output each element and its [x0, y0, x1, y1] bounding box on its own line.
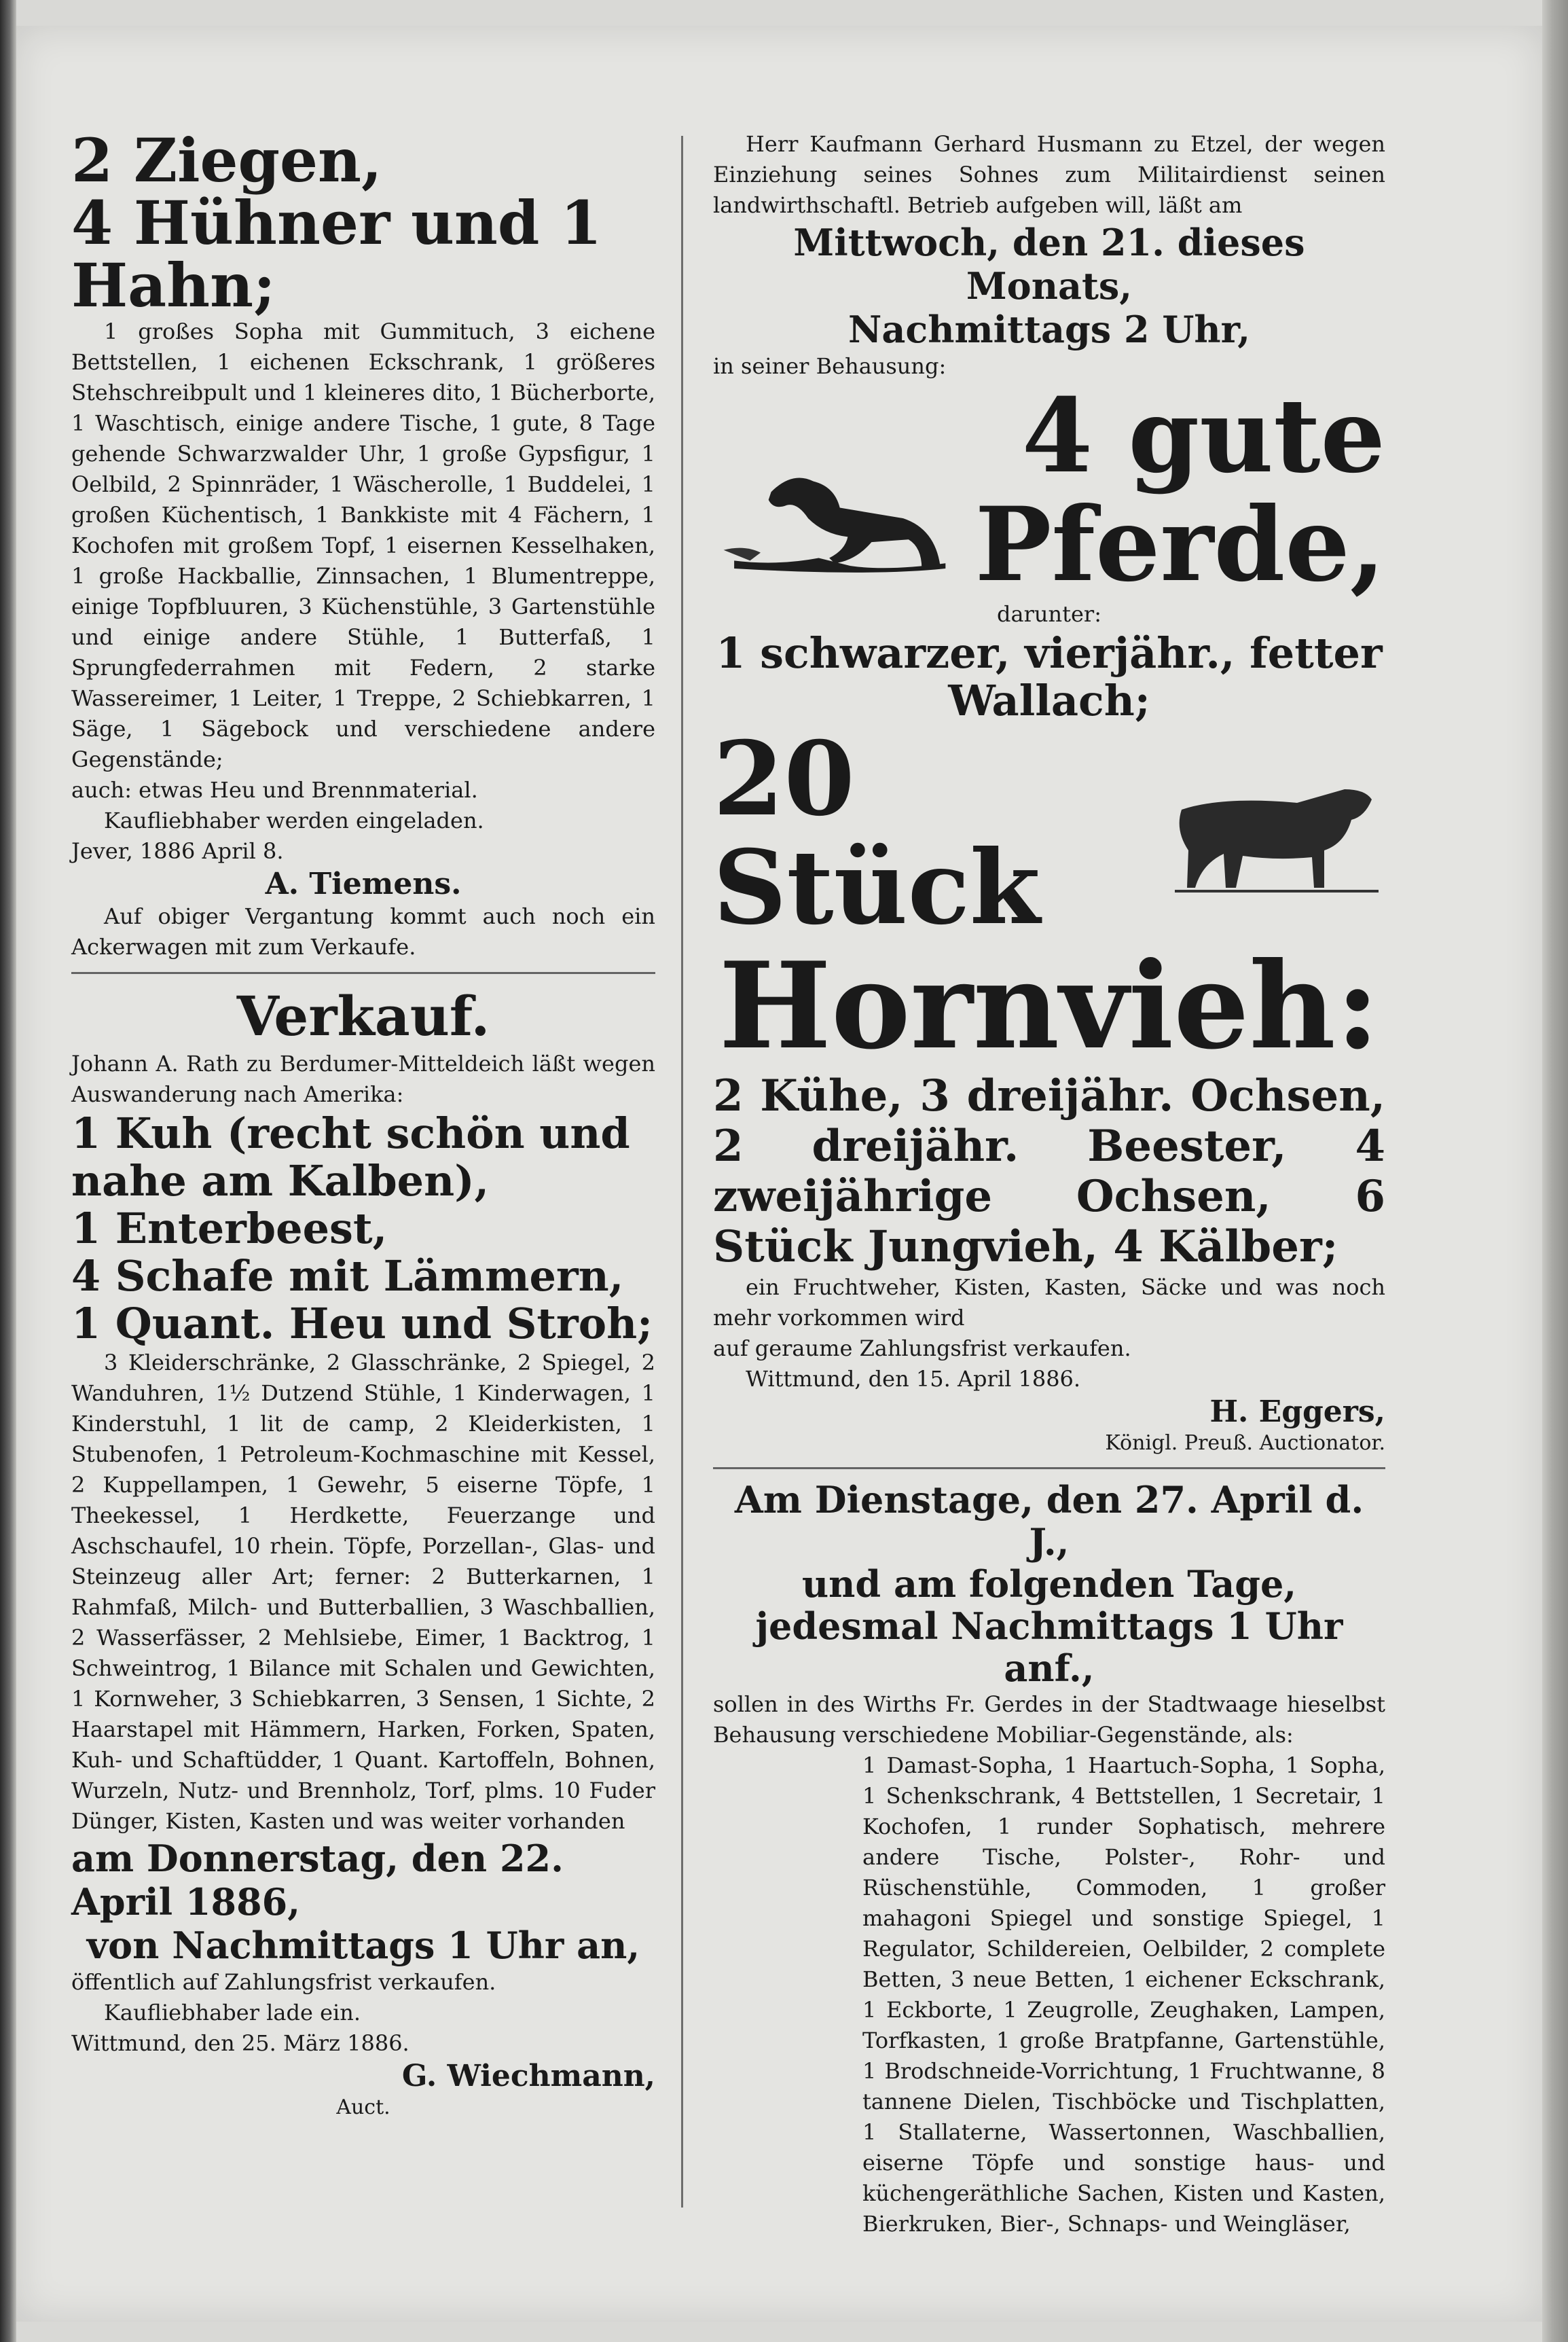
ad-body: 1 großes Sopha mit Gummituch, 3 eichene Bettstellen, 1 eichenen Eckschrank, 1 größeres Stehschreibpult und 1 kleineres dito, 1 Bücherborte, 1 Waschtisch, einige andere Tische, 1 gute, 8 Tage gehende Schwarzwalder Uhr, 1 große Gypsfigur, 1 Oelbild, 2 Spinnräder, 1 Wäscherolle, 1 Buddelei, 1 großen Küchentisch, 1 Bankkiste mit 4 Fächern, 1 Kochofen mit großem Topf, 1 eisernen Kesselhaken, 1 große Hackballie, Zinnsachen, 1 Blumentreppe, einige Topfbluuren, 3 Küchenstühle, 3 Gartenstühle und einige andere Stühle, 1 Butterfaß, 1 Sprungfederrahmen mit Federn, 2 starke Wassereimer, 1 Leiter, 1 Treppe, 2 Schiebkarren, 1 Säge, 1 Sägebock und verschiedene andere Gegenstände; [71, 319, 655, 772]
ad-intro: Johann A. Rath zu Berdumer-Mitteldeich läßt wegen Auswanderung nach Amerika: [71, 1051, 655, 1107]
ad-signature: H. Eggers, [1209, 1394, 1385, 1429]
horses-count: 4 gute [1021, 376, 1385, 496]
ad-item-cow: 1 Kuh (recht schön und nahe am Kalben), [71, 1109, 630, 1206]
ad-invite: Kaufliebhaber lade ein. [104, 2000, 361, 2025]
ad-public: öffentlich auf Zahlungsfrist verkaufen. [71, 1969, 496, 1995]
ad-headline-goats: 2 Ziegen, [71, 125, 382, 196]
ad-headline: und am folgenden Tage, [801, 1562, 1297, 1606]
ad-signature: A. Tiemens. [265, 867, 462, 901]
right-column [713, 129, 1385, 2239]
ad-body: 1 Damast-Sopha, 1 Haartuch-Sopha, 1 Sopha, 1 Schenkschrank, 4 Bettstellen, 1 Secretair, 1 Kochofen, 1 runder Sophatisch, mehrere andere Tische, Polster-, Rohr- und Rüschenstühle, Commoden, 1 großer mahagoni Spiegel und sonstige Spiegel, 1 Regulator, Schildereien, Oelbilder, 2 complete Betten, 3 neue Betten, 1 eichener Eckschrank, 1 Eckborte, 1 Zeugrolle, Zeughaken, Lampen, Torfkasten, 1 große Bratpfanne, Gartenstühle, 1 Brodschneide-Vorrichtung, 1 Fruchtwanne, 8 tannene Dielen, Tischböcke und Tischplatten, 1 Stallaterne, Wassertonnen, Waschballien, eiserne Töpfe und sonstige haus- und küchengeräthliche Sachen, Kisten und Kasten, Bierkruken, Bier-, Schnaps- und Weingläser, [862, 1752, 1385, 2237]
cattle-detail: 2 Kühe, 3 dreijähr. Ochsen, 2 dreijähr. Beester, 4 zweijährige Ochsen, 6 Stück Jungvieh, 4 Kälber; [713, 1070, 1385, 1272]
ad-body: 3 Kleiderschränke, 2 Glasschränke, 2 Spiegel, 2 Wanduhren, 1½ Dutzend Stühle, 1 Kinderwagen, 1 Kinderstuhl, 1 lit de camp, 2 Kleiderkisten, 1 Stubenofen, 1 Petroleum-Kochmaschine mit Kessel, 2 Kuppellampen, 1 Gewehr, 5 eiserne Töpfe, 1 Theekessel, 1 Herdkette, Feuerzange und Aschschaufel, 10 rhein. Töpfe, Porzellan-, Glas- und Steinzeug aller Art; ferner: 2 Butterkarnen, 1 Rahmfaß, Milch- und Butterballien, 3 Waschballien, 2 Wasserfässer, 2 Mehlsiebe, Eimer, 1 Backtrog, 1 Schweintrog, 1 Bilance mit Schalen und Gewichten, 1 Kornweher, 3 Schiebkarren, 3 Sensen, 1 Sichte, 2 Haarstapel mit Hämmern, Harken, Forken, Spaten, Kuh- und Schaftüdder, 1 Quant. Kartoffeln, Bohnen, Wurzeln, Nutz- und Brennholz, Torf, plms. 10 Fuder Dünger, Kisten, Kasten und was weiter vorhanden [71, 1350, 655, 1834]
horses-row [713, 376, 1385, 605]
ad-headline: Am Dienstage, den 27. April d. J., [734, 1478, 1364, 1564]
ad-place-date: Wittmund, den 15. April 1886. [746, 1366, 1081, 1392]
ad-divider [713, 1467, 1385, 1469]
ad-furniture [713, 1479, 1385, 2239]
ad-time: von Nachmittags 1 Uhr an, [86, 1924, 640, 1967]
cattle-count: 20 Stück [713, 719, 1040, 948]
ad-item-duck: 1 Enterbeest, [71, 1204, 388, 1253]
ad-time: Nachmittags 2 Uhr, [847, 308, 1251, 351]
ad-headline: jedesmal Nachmittags 1 Uhr anf., [755, 1604, 1343, 1690]
column-divider [681, 136, 683, 2208]
ad-sale [71, 984, 655, 2122]
book-binding [0, 0, 16, 2342]
ad-place-date: Jever, 1886 April 8. [71, 838, 284, 864]
ad-item-sheep: 4 Schafe mit Lämmern, [71, 1251, 624, 1301]
ad-item-hay: 1 Quant. Heu und Stroh; [71, 1299, 653, 1348]
ad-role: Königl. Preuß. Auctionator. [1105, 1431, 1385, 1455]
page-edge [1542, 0, 1568, 2342]
ad-note: Auf obiger Vergantung kommt auch noch ein Ackerwagen mit zum Verkaufe. [71, 903, 655, 960]
ad-role: Auct. [336, 2095, 390, 2119]
ad-house: in seiner Behausung: [713, 353, 947, 379]
ad-place-date: Wittmund, den 25. März 1886. [71, 2030, 409, 2056]
left-column [71, 125, 655, 2122]
ad-horses [713, 129, 1385, 1458]
ad-headline-chickens: 4 Hühner und 1 Hahn; [71, 187, 602, 321]
cattle-label: Hornvieh: [718, 937, 1380, 1076]
horse-icon [713, 443, 962, 599]
ad-title: Verkauf. [236, 984, 490, 1048]
ad-intro: sollen in des Wirths Fr. Gerdes in der Stadtwaage hieselbst Behausung verschiedene Mobiliar-Gegenstände, als: [713, 1691, 1385, 1748]
ad-invite: Kaufliebhaber werden eingeladen. [104, 808, 484, 833]
ad-intro: Herr Kaufmann Gerhard Husmann zu Etzel, der wegen Einziehung seines Sohnes zum Militairdienst seinen landwirthschaftl. Betrieb aufgeben will, läßt am [713, 131, 1385, 218]
ad-date: am Donnerstag, den 22. April 1886, [71, 1837, 564, 1924]
ad-signature: G. Wiechmann, [401, 2059, 655, 2093]
cattle-row [713, 719, 1385, 948]
ad-terms: auf geraume Zahlungsfrist verkaufen. [713, 1335, 1131, 1361]
ad-other: ein Fruchtweher, Kisten, Kasten, Säcke und was noch mehr vorkommen wird [713, 1274, 1385, 1331]
cow-icon [1161, 769, 1385, 898]
ad-among: darunter: [997, 601, 1101, 627]
ad-gelding: 1 schwarzer, vierjähr., fetter [716, 628, 1383, 678]
ad-goats [71, 125, 655, 962]
ad-date: Mittwoch, den 21. dieses Monats, [793, 221, 1305, 308]
ad-gelding-label: Wallach; [948, 676, 1150, 725]
horses-label: Pferde, [974, 485, 1385, 605]
ad-also: auch: etwas Heu und Brennmaterial. [71, 777, 478, 803]
ad-divider [71, 972, 655, 974]
